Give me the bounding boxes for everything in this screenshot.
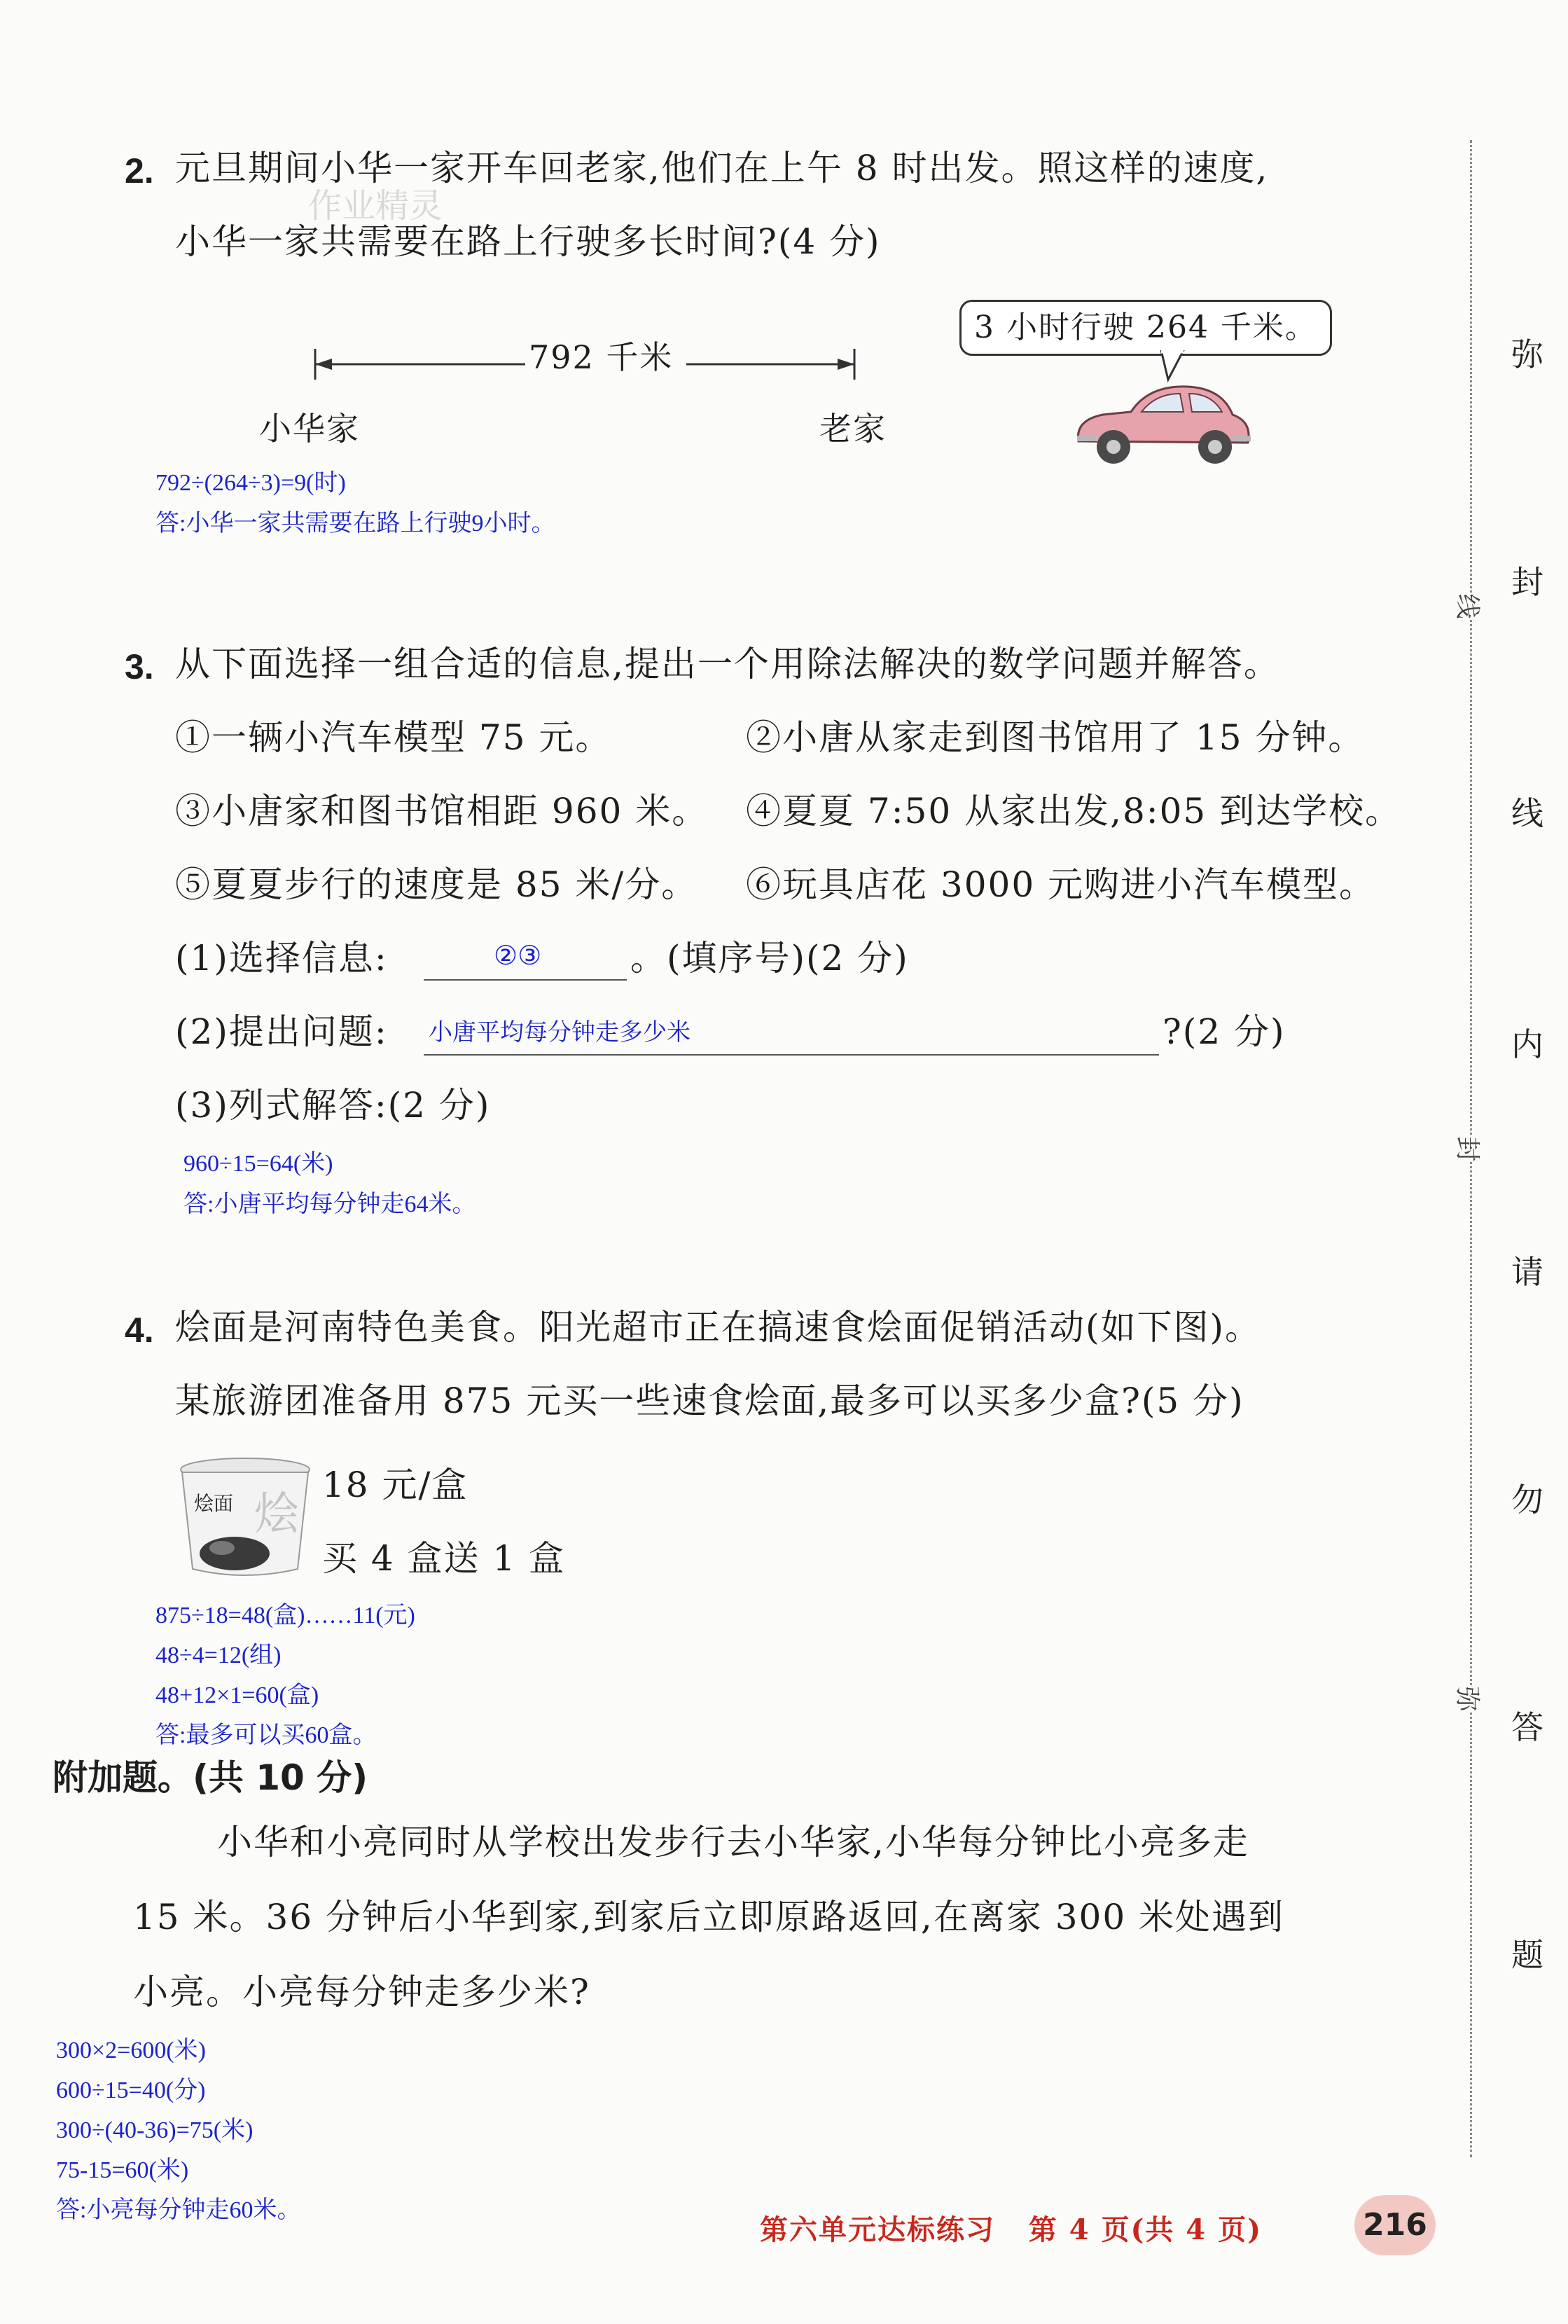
q4-price: 18 元/盒 [322,1465,469,1505]
q3-info-4: ④夏夏 7:50 从家出发,8:05 到达学校。 [746,791,1402,831]
q3-sub1-answer: ②③ [494,941,542,971]
q3-sub2-blank [424,1054,1159,1056]
q4-answer-2: 48÷4=12(组) [155,1642,282,1668]
q4-promo: 买 4 盒送 1 盒 [322,1538,566,1579]
margin-char-6: 勿 [1511,1481,1543,1519]
bonus-text-line3: 小亮。小亮每分钟走多少米? [133,1972,590,2012]
q3-info-1: ①一辆小汽车模型 75 元。 [175,717,612,758]
q3-answer-line1: 960÷15=64(米) [183,1151,333,1177]
q3-sub1-suffix: 。(填序号)(2 分) [630,938,909,978]
bonus-answer-5: 答:小亮每分钟走60米。 [56,2197,301,2223]
q3-sub2-prefix: (2)提出问题: [175,1011,388,1052]
bonus-heading: 附加题。(共 10 分) [53,1757,368,1798]
start-label: 小华家 [259,410,360,448]
bonus-text-line1: 小华和小亮同时从学校出发步行去小华家,小华每分钟比小亮多走 [217,1822,1249,1862]
car-icon [1064,371,1261,469]
q3-sub1-prefix: (1)选择信息: [175,938,388,978]
seal-line-mark-1: 线 [1452,593,1487,618]
noodle-cup-image [179,1457,312,1579]
seal-line-mark-3: 弥 [1452,1686,1487,1711]
q4-text-line2: 某旅游团准备用 875 元买一些速食烩面,最多可以买多少盒?(5 分) [175,1381,1244,1421]
q4-answer-1: 875÷18=48(盒)……11(元) [155,1603,415,1628]
watermark: 作业精灵 [308,186,443,226]
noodle-cup-big-char: 烩 [254,1488,299,1540]
q3-answer-line2: 答:小唐平均每分钟走64米。 [183,1191,476,1217]
q4-number: 4. [125,1310,154,1350]
q3-sub1-blank [424,979,627,981]
q2-text-line2: 小华一家共需要在路上行驶多长时间?(4 分) [175,221,881,262]
seal-line-mark-2: 封 [1452,1136,1487,1161]
margin-char-8: 题 [1511,1936,1543,1974]
bonus-answer-4: 75-15=60(米) [56,2157,189,2183]
bonus-answer-3: 300÷(40-36)=75(米) [56,2117,254,2143]
q2-answer-line1: 792÷(264÷3)=9(时) [155,470,346,496]
end-label: 老家 [819,410,887,448]
q3-sub3: (3)列式解答:(2 分) [175,1085,491,1126]
margin-char-1: 弥 [1511,336,1543,373]
q3-info-5: ⑤夏夏步行的速度是 85 米/分。 [175,864,698,905]
bonus-text-line2: 15 米。36 分钟后小华到家,到家后立即原路返回,在离家 300 米处遇到 [133,1897,1285,1937]
q3-sub2-answer: 小唐平均每分钟走多少米 [429,1020,691,1046]
q2-answer-line2: 答:小华一家共需要在路上行驶9小时。 [155,511,555,537]
q3-info-2: ②小唐从家走到图书馆用了 15 分钟。 [746,717,1365,758]
q4-answer-4: 答:最多可以买60盒。 [155,1722,377,1748]
noodle-cup-label: 烩面 [194,1492,234,1515]
q4-text-line1: 烩面是河南特色美食。阳光超市正在搞速食烩面促销活动(如下图)。 [175,1307,1262,1348]
margin-char-4: 内 [1511,1025,1543,1063]
q3-text-line1: 从下面选择一组合适的信息,提出一个用除法解决的数学问题并解答。 [175,644,1280,684]
q3-info-3: ③小唐家和图书馆相距 960 米。 [175,791,709,831]
q2-text-line1: 元旦期间小华一家开车回老家,他们在上午 8 时出发。照这样的速度, [175,148,1269,188]
q3-info-6: ⑥玩具店花 3000 元购进小汽车模型。 [746,864,1376,905]
q4-answer-3: 48+12×1=60(盒) [155,1682,319,1708]
q3-sub2-suffix: ?(2 分) [1163,1011,1286,1052]
margin-char-2: 封 [1511,563,1543,601]
margin-char-7: 答 [1511,1708,1543,1746]
q2-number: 2. [125,151,154,191]
q3-number: 3. [125,647,154,686]
page-number: 216 [1354,2195,1436,2255]
margin-char-3: 线 [1511,794,1543,832]
bonus-answer-2: 600÷15=40(分) [56,2077,206,2103]
speed-bubble: 3 小时行驶 264 千米。 [959,300,1332,356]
margin-char-5: 请 [1511,1253,1543,1291]
bonus-answer-1: 300×2=600(米) [56,2038,206,2063]
footer-text: 第六单元达标练习 第 4 页(共 4 页) [760,2213,1262,2246]
distance-label: 792 千米 [529,338,674,376]
